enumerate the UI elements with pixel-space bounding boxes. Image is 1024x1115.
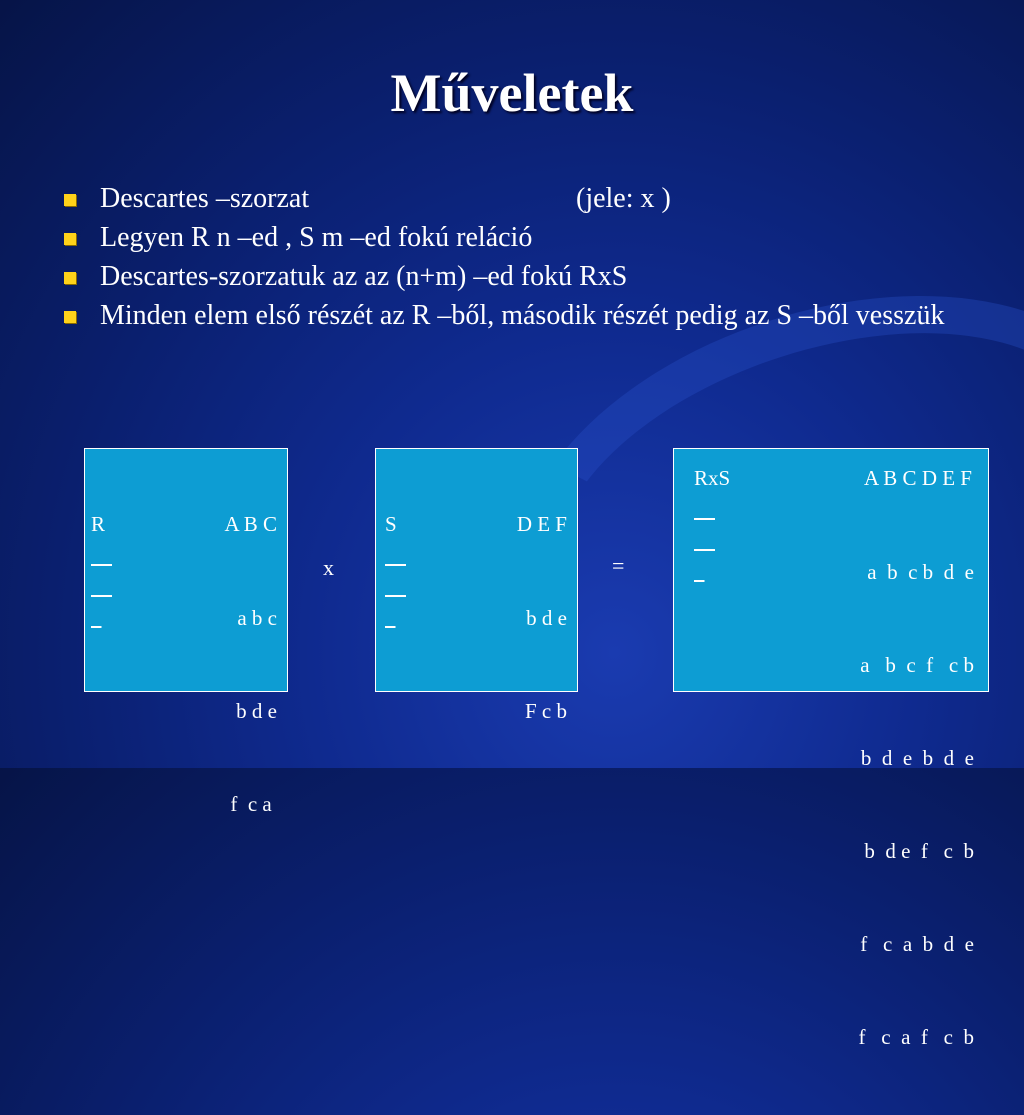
square-bullet-icon: [64, 311, 76, 323]
table-row: a b c f c b: [860, 653, 974, 677]
bullet-text: Descartes-szorzatuk az az (n+m) –ed fokú RxS: [100, 261, 628, 292]
relation-r-attributes: A B C: [224, 512, 277, 536]
relation-s-header: [385, 509, 567, 540]
table-row: f c a b d e: [860, 932, 974, 956]
table-row: b d e: [236, 699, 277, 723]
relation-rxs-box: [673, 448, 989, 1049]
relation-rxs-header: [694, 463, 978, 494]
relation-s-rows: [525, 541, 567, 789]
bullet-text: Minden elem első részét az R –ből, második részét pedig az S –ből vesszük: [100, 300, 945, 331]
bullet-text: Descartes –szorzat: [100, 183, 310, 214]
table-row: a b c: [237, 606, 277, 630]
bullet-item: [62, 299, 962, 332]
table-row: f c a f c b: [858, 1025, 974, 1049]
bullet-item: [62, 182, 962, 215]
relation-r-rows: [230, 541, 277, 882]
table-row: F c b: [525, 699, 567, 723]
relation-rxs-attributes: A B C D E F: [864, 466, 972, 490]
relation-s-name: S: [385, 512, 397, 536]
relation-rxs-name: RxS: [694, 466, 731, 490]
relation-s-box: [375, 448, 578, 723]
notation-text: (jele: x ): [576, 183, 671, 214]
bullet-text: Legyen R n –ed , S m –ed fokú reláció: [100, 222, 533, 253]
bullet-list: [62, 182, 962, 338]
slide-title: Műveletek: [390, 63, 634, 123]
relation-r-name: R: [91, 512, 106, 536]
square-bullet-icon: [64, 272, 76, 284]
relation-s-attributes: D E F: [516, 512, 567, 536]
equals-operator: =: [612, 553, 625, 578]
relation-rxs-rows: [859, 495, 974, 1115]
relation-r-box: [84, 448, 288, 816]
table-row: b d e f c b: [864, 839, 974, 863]
table-row: f c a: [230, 792, 277, 816]
bullet-item: [62, 221, 962, 254]
bullet-item: [62, 260, 962, 293]
square-bullet-icon: [64, 233, 76, 245]
table-row: b d e b d e: [860, 746, 974, 770]
table-row: a b c b d e: [867, 560, 974, 584]
table-row: b d e: [526, 606, 567, 630]
relation-r-header: [91, 509, 277, 540]
square-bullet-icon: [64, 194, 76, 206]
times-operator: x: [323, 555, 334, 580]
